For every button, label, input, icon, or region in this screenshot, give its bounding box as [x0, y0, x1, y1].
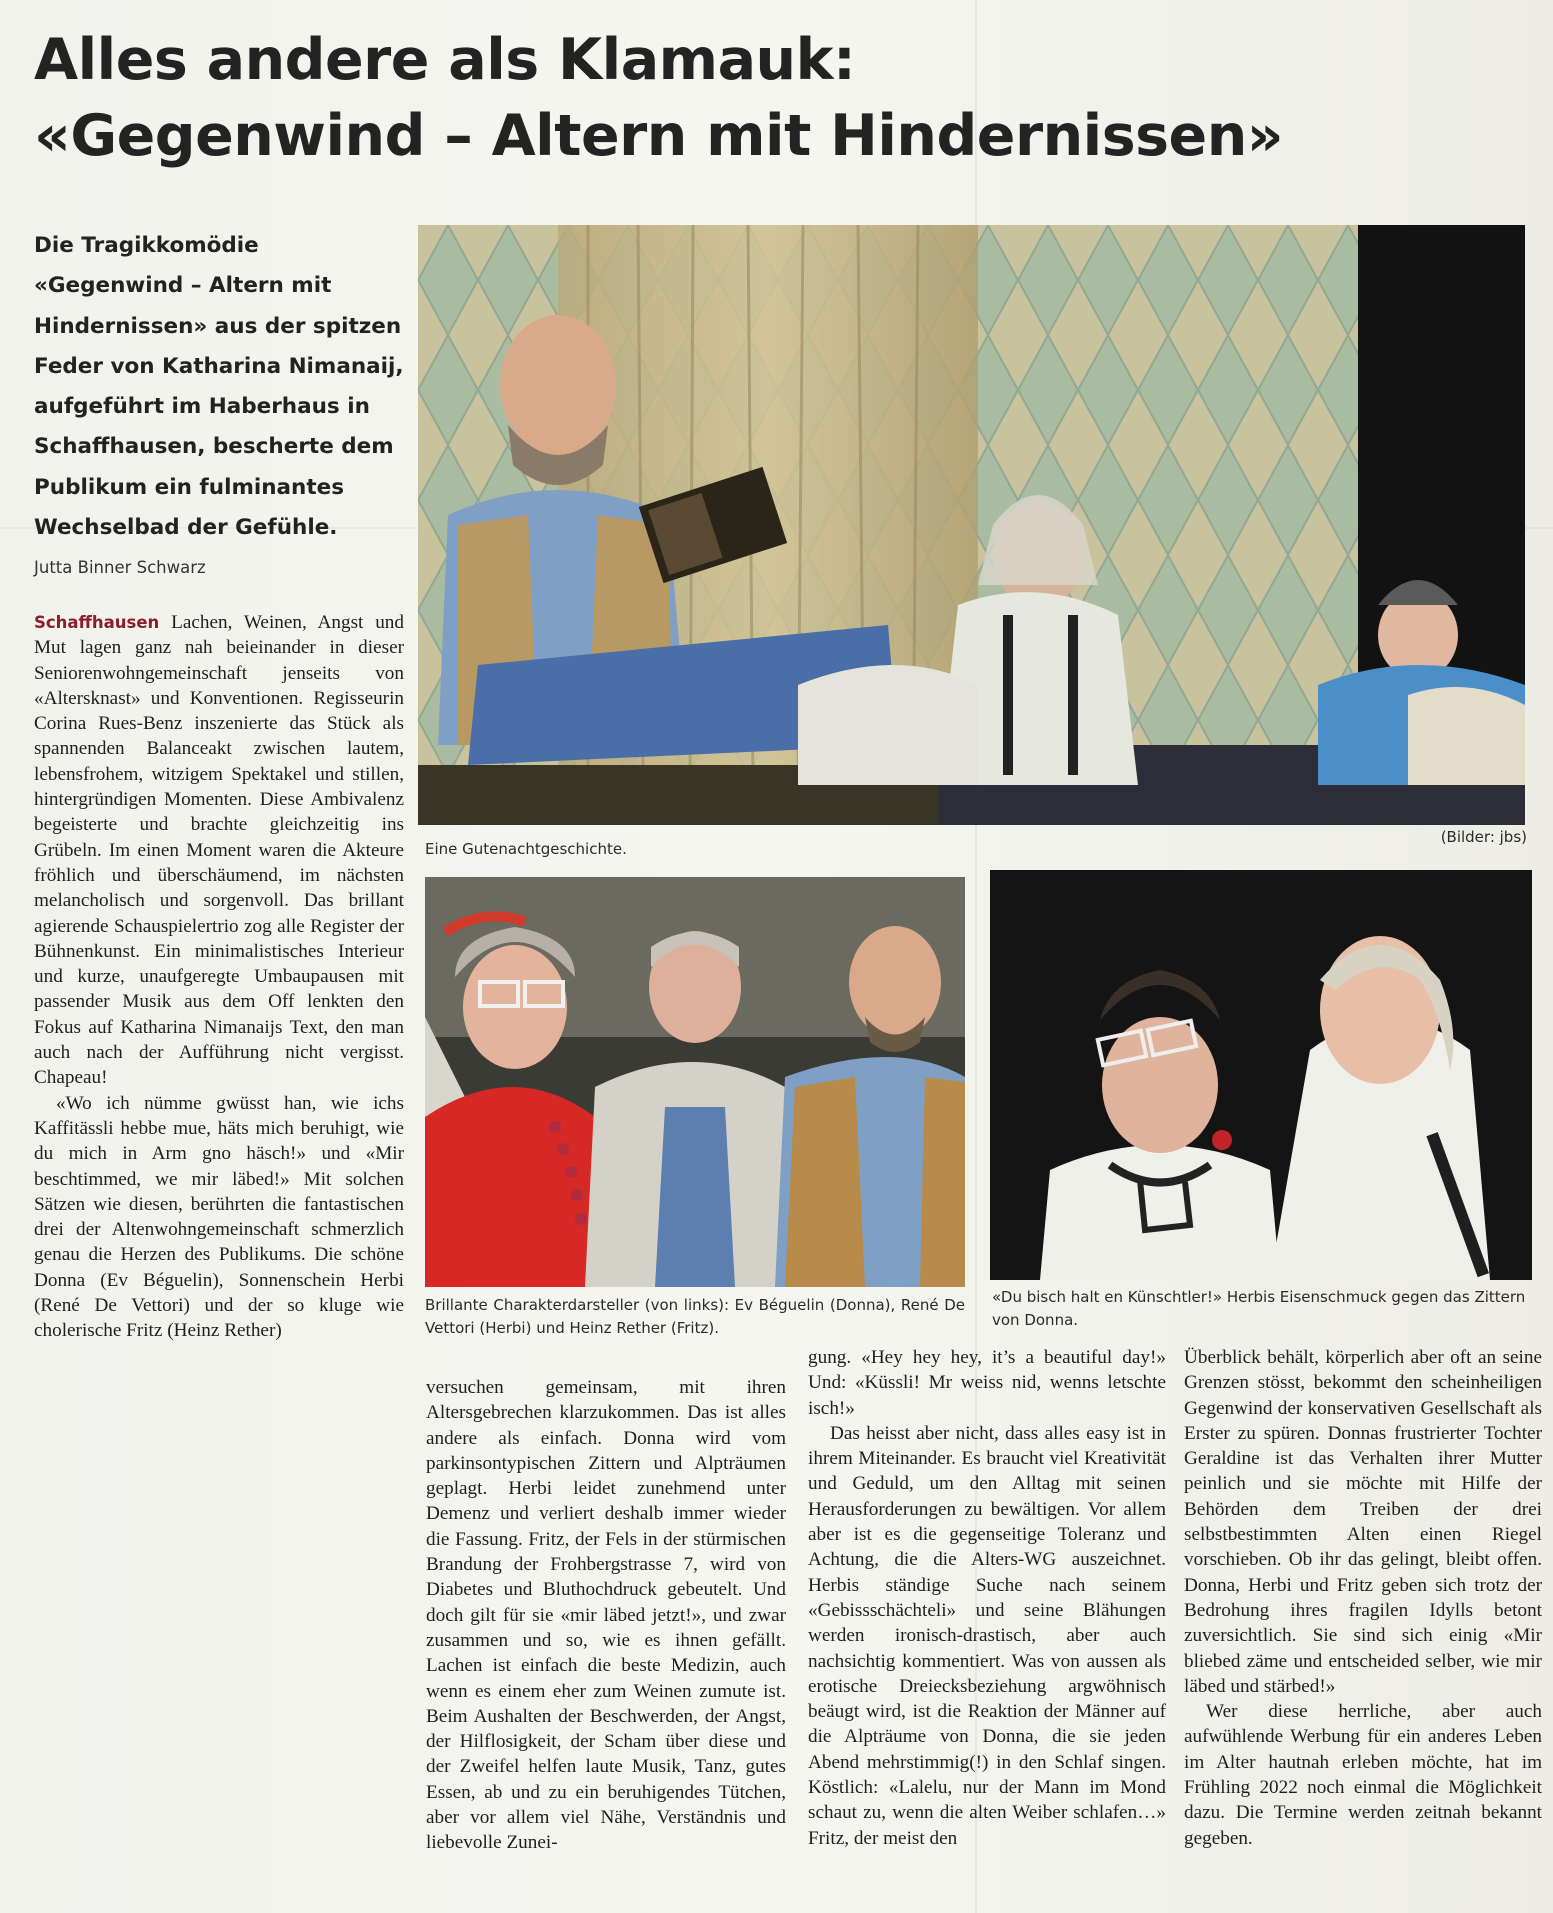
- column-3-paragraph-1: gung. «Hey hey hey, it’s a beautiful day!» Und: «Küssli! Mr weiss nid, wenns letschte isch!»: [808, 1347, 1166, 1419]
- column-2-paragraph-1: versuchen gemeinsam, mit ihren Altersgebrechen klarzukommen. Das ist alles andere als einfach. Donna wird vom parkinsontypischen Zittern und Alpträumen geplagt. Herbi leidet zunehmend unter Demenz und verliert deshalb immer wieder die Fassung. Fritz, der Fels in der stürmischen Brandung der Frohbergstrasse 7, wird von Diabetes und Bluthochdruck gebeutelt. Und doch gilt für sie «mir läbed jetzt!», und zwar zusammen und so, wie es ihnen gefällt. Lachen ist einfach die beste Medizin, auch wenn es einem eher zum Weinen zumute ist. Beim Aushalten der Beschwerden, der Angst, der Hilflosigkeit, der Scham über diese und der Zweifel helfen laute Musik, Tanz, gutes Essen, ab und zu ein beruhigendes Tütchen, aber vor allem viel Nähe, Verständnis und liebevolle Zunei-: [426, 1377, 786, 1854]
- main-photo-illustration: [418, 225, 1525, 825]
- photo-credit: (Bilder: jbs): [1440, 828, 1527, 846]
- body-column-1: [34, 610, 404, 1344]
- column-4-paragraph-2: Wer diese herrliche, aber auch aufwühlende Werbung für ein anderes Leben im Alter hautnah erleben möchte, hat im Frühling 2022 noch einmal die Möglichkeit dazu. Die Termine werden zeitnah bekannt gegeben.: [1184, 1701, 1542, 1849]
- jewelry-photo-illustration: [990, 870, 1532, 1280]
- author-byline: Jutta Binner Schwarz: [34, 558, 206, 577]
- column-3-paragraph-2: Das heisst aber nicht, dass alles easy ist in ihrem Miteinander. Es braucht viel Kreativität und Geduld, um den Alltag mit seinen Herausforderungen zu bewältigen. Vor allem aber ist es die gegenseitige Toleranz und Achtung, die die Alters-WG auszeichnet. Herbis ständige Suche nach seinem «Gebissschächteli» und seine Blähungen werden ironisch-drastisch, aber auch nachsichtig kommentiert. Was von aussen als erotische Dreiecksbeziehung argwöhnisch beäugt wird, ist die Reaktion der Männer auf die Alpträume von Donna, die sie jeden Abend mehrstimmig(!) in den Schlaf singen. Köstlich: «Lalelu, nur der Mann im Mond schaut zu, wenn die alten Weiber schlafen…» Fritz, der meist den: [808, 1422, 1166, 1849]
- jewelry-photo: [990, 870, 1532, 1280]
- cast-photo-illustration: [425, 877, 965, 1287]
- column-1-paragraph-2: «Wo ich nümme gwüsst han, wie ichs Kaffitässli hebbe mue, häts mich beruhigt, wie du mich in Arm gno häsch!» und «Mir beschtimmed, we mir läbed!» Mit solchen Sätzen wie diesen, berührten die fantastischen drei der Altenwohngemeinschaft schmerzlich genau die Herzen des Publikums. Die schöne Donna (Ev Béguelin), Sonnenschein Herbi (René De Vettori) und der so kluge wie cholerische Fritz (Heinz Rether): [34, 1092, 404, 1342]
- column-1-paragraph-1: [34, 610, 404, 1091]
- dateline: Schaffhausen: [34, 613, 160, 632]
- headline-line-2: «Gegenwind – Altern mit Hindernissen»: [34, 103, 1284, 169]
- cast-photo: [425, 877, 965, 1287]
- headline-line-1: Alles andere als Klamauk:: [34, 27, 856, 93]
- body-column-4: [1184, 1345, 1542, 1851]
- main-photo-caption: Eine Gutenachtgeschichte.: [425, 840, 627, 858]
- lead-paragraph: Die Tragikkomödie «Gegenwind – Altern mit Hindernissen» aus der spitzen Feder von Katharina Nimanaij, aufgeführt im Haberhaus in Schaffhausen, bescherte dem Publikum ein fulminantes Wechselbad der Gefühle.: [34, 233, 404, 541]
- body-column-3: [808, 1345, 1166, 1851]
- main-photo: [418, 225, 1525, 825]
- column-1-paragraph-1-text: Lachen, Weinen, Angst und Mut lagen ganz nah beieinander in dieser Seniorenwohngemeinschaft jenseits von «Altersknast» und Konventionen. Regisseurin Corina Rues-Benz inszenierte das Stück als spannenden Balanceakt zwischen lautem, lebensfrohem, witzigem Spektakel und stillen, hintergründigen Momenten. Diese Ambivalenz begeisterte und brachte gleichzeitig ins Grübeln. Im einen Moment waren die Akteure fröhlich und überschäumend, im nächsten melancholisch und sorgenvoll. Das brillant agierende Schauspielertrio zog alle Register der Bühnenkunst. Ein minimalistisches Interieur und kurze, unaufgeregte Umbaupausen mit passender Musik aus dem Off lenkten den Fokus auf Katharina Nimanaijs Text, den man auch nach der Aufführung nicht vergisst. Chapeau!: [34, 612, 404, 1089]
- jewelry-photo-caption: «Du bisch halt en Künschtler!» Herbis Eisenschmuck gegen das Zittern von Donna.: [992, 1288, 1526, 1329]
- headline: [34, 22, 1514, 174]
- cast-photo-caption: Brillante Charakterdarsteller (von links): Ev Béguelin (Donna), René De Vettori (Herbi) und Heinz Rether (Fritz).: [425, 1296, 965, 1337]
- column-4-paragraph-1: Überblick behält, körperlich aber oft an seine Grenzen stösst, bekommt den scheinheiligen Gegenwind der konservativen Gesellschaft als Erster zu spüren. Donnas frustrierter Tochter Geraldine ist das Verhalten ihrer Mutter peinlich und sie möchte mit Hilfe der Behörden dem Treiben der drei selbstbestimmten Alten einen Riegel vorschieben. Ob ihr das gelingt, bleibt offen. Donna, Herbi und Fritz geben sich trotz der Bedrohung ihres fragilen Idylls betont zuversichtlich. Sie sind sich einig «Mir bliebed zäme und entscheided selber, wie mir läbed und stärbed!»: [1184, 1347, 1542, 1697]
- body-column-2: [426, 1375, 786, 1856]
